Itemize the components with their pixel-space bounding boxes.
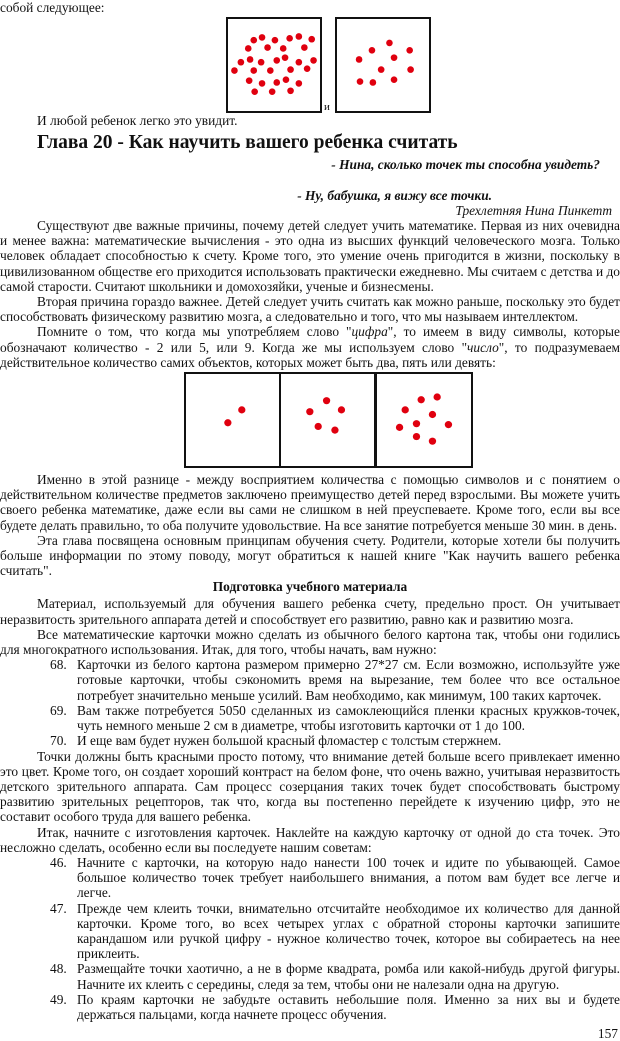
red-dot xyxy=(315,423,322,430)
section-title: Подготовка учебного материала xyxy=(212,579,408,595)
red-dot xyxy=(269,89,276,96)
red-dot xyxy=(402,406,409,413)
dot-card-few xyxy=(335,17,431,113)
red-dot xyxy=(338,406,345,413)
list-number: 46. xyxy=(50,854,67,870)
red-dot xyxy=(391,77,398,84)
text: ", то подразумеваем действительное количество самих объектов, которых может быть два, пять или девять: xyxy=(0,339,620,370)
red-dot xyxy=(356,56,363,63)
red-dot xyxy=(250,37,257,44)
list-number: 47. xyxy=(50,900,67,916)
list-item xyxy=(0,901,620,962)
red-dot xyxy=(296,33,303,40)
red-dot xyxy=(287,88,294,95)
page-number: 157 xyxy=(597,1026,618,1041)
red-dot xyxy=(323,397,330,404)
red-dot xyxy=(418,396,425,403)
red-dot xyxy=(286,35,293,42)
red-dot xyxy=(407,66,414,73)
dots-figure-two-five-nine xyxy=(0,372,620,470)
red-dot xyxy=(357,78,364,85)
red-dot xyxy=(259,80,266,87)
list-text: Начните с карточки, на которую надо нанести 100 точек и идите по убывающей. Самое большое количество точек требует наибольшего внимания, а потом вам будет все легче и легче. xyxy=(77,854,620,901)
list-number: 49. xyxy=(50,991,67,1007)
red-dot xyxy=(301,44,308,51)
list-number: 70. xyxy=(50,733,67,749)
red-dot xyxy=(308,36,315,43)
red-dot xyxy=(287,66,294,73)
tips-list xyxy=(0,855,620,1022)
epigraph-answer: - Ну, бабушка, я вижу все точки. xyxy=(297,187,492,203)
red-dot xyxy=(406,47,413,54)
list-text: Карточки из белого картона размером примерно 27*27 см. Если возможно, используйте уже готовые карточки, чтобы сэкономить время на вырезание, тем более что все остальное потребует значительно меньше усилий. Вам необходимо, как минимум, 100 таких карточек. xyxy=(77,657,620,703)
red-dot xyxy=(304,66,311,73)
red-dot xyxy=(247,56,254,63)
epigraph-question: - Нина, сколько точек ты способна увидеть? xyxy=(331,157,600,173)
paragraph: Итак, начните с изготовления карточек. Наклейте на каждую карточку от одной до ста точек. Это несложно сделать, особенно если вы последуете нашим советам: xyxy=(0,824,620,855)
red-dot xyxy=(306,408,313,415)
paragraph: Эта глава посвящена основным принципам обучения счету. Родители, которые хотели бы получить больше информации по этому поводу, могут обратиться к нашей книге "Как научить вашего ребенка считать". xyxy=(0,532,620,579)
red-dot xyxy=(433,393,440,400)
red-dot xyxy=(413,433,420,440)
list-item xyxy=(0,703,620,733)
intro-line: собой следующее: xyxy=(0,0,105,15)
paragraph: Материал, используемый для обучения вашего ребенка счету, предельно прост. Он учитывает неразвитость зрительного аппарата детей и способствует его развитию, равно как и развитию мозга. xyxy=(0,596,620,627)
red-dot xyxy=(429,411,436,418)
red-dot xyxy=(231,67,238,74)
list-number: 48. xyxy=(50,961,67,977)
list-item xyxy=(0,961,620,991)
red-dot xyxy=(250,67,257,74)
red-dot xyxy=(264,44,271,51)
red-dot xyxy=(259,34,266,41)
red-dot xyxy=(238,59,245,66)
dot-card-nine xyxy=(375,372,473,468)
list-item xyxy=(0,733,620,748)
dot-card-many xyxy=(226,17,322,113)
epigraph-author: Трехлетняя Нина Пинкетт xyxy=(455,202,612,218)
list-item xyxy=(0,855,620,901)
emphasis-number: число xyxy=(467,339,499,355)
list-text: По краям карточки не забудьте оставить небольшие поля. Именно за них вы и будете держаться пальцами, когда начнете процесс обучения. xyxy=(77,991,620,1022)
red-dot xyxy=(251,89,258,96)
red-dot xyxy=(429,438,436,445)
list-text: Прежде чем клеить точки, внимательно отсчитайте необходимое их количество для данной карточки. Кроме того, во всех четырех углах с обратной стороны карточки запишите карандашом или ручкой цифру - нужное количество точек, которое вы собираетесь на нее приклеить. xyxy=(77,900,620,962)
paragraph: Точки должны быть красными просто потому, что внимание детей больше всего привлекает именно это цвет. Кроме того, он создает хороший контраст на белом фоне, что очень важно, учитывая неразвитость детского зрительного аппарата. Сам процесс созерцания таких точек будет способствовать быстрому развитию зрительных рецепторов, так что, когда вы постепенно перейдете к изучению цифр, это не составит особого труда для вашего ребенка. xyxy=(0,748,620,825)
list-item xyxy=(0,657,620,703)
paragraph: Вторая причина гораздо важнее. Детей следует учить считать как можно раньше, поскольку это будет способствовать физическому развитию мозга, а следовательно и того, что мы называем интеллектом. xyxy=(0,294,620,325)
list-item xyxy=(0,992,620,1022)
paragraph: Существуют две важные причины, почему детей следует учить математике. Первая из них очевидна и менее важна: математические вычисления - это одна из высших функций человеческого мозга. Только человек обладает способностью к счету. Кроме того, это умение очень пригодится в жизни, поскольку в цивилизованном обществе его приходится использовать практически ежедневно. Мы считаем с детства и до самой старости. Считают школьники и домохозяйки, ученые и бизнесмены. xyxy=(0,218,620,294)
materials-list xyxy=(0,657,620,748)
red-dot xyxy=(283,77,290,84)
list-number: 69. xyxy=(50,702,67,718)
paragraph-digits-numbers xyxy=(0,324,620,370)
red-dot xyxy=(258,59,265,66)
red-dot xyxy=(296,80,303,87)
red-dot xyxy=(369,47,376,54)
red-dot xyxy=(391,55,398,62)
red-dot xyxy=(267,67,274,74)
red-dot xyxy=(224,419,231,426)
red-dot xyxy=(378,66,385,73)
red-dot xyxy=(245,45,252,52)
list-text: Вам также потребуется 5050 сделанных из самоклеющийся пленки красных кружков-точек, чуть немного меньше 2 см в диаметре, чтобы изготовить карточки от 1 до 100. xyxy=(77,702,620,734)
chapter-title: Глава 20 - Как научить вашего ребенка считать xyxy=(37,132,458,154)
red-dot xyxy=(386,40,393,47)
red-dot xyxy=(280,45,287,52)
text: ", то имеем в виду символы, которые обозначают количество - 2 или 5, или 9. Когда же мы используем слово " xyxy=(0,324,620,355)
dot-card-five xyxy=(279,372,376,468)
red-dot xyxy=(331,427,338,434)
red-dot xyxy=(272,37,279,44)
red-dot xyxy=(296,59,303,66)
red-dot xyxy=(246,78,253,85)
list-text: Размещайте точки хаотично, а не в форме квадрата, ромба или какой-нибудь другой фигуры. Начните их клеить с середины, следя за тем, чтобы они не налезали одна на другую. xyxy=(77,961,620,992)
conjunction-label: и xyxy=(324,101,330,114)
red-dot xyxy=(273,79,280,86)
red-dot xyxy=(445,421,452,428)
red-dot xyxy=(310,57,317,64)
red-dot xyxy=(282,55,289,62)
red-dot xyxy=(238,406,245,413)
list-text: И еще вам будет нужен большой красный фломастер с толстым стержнем. xyxy=(77,733,502,749)
after-figure-text: И любой ребенок легко это увидит. xyxy=(37,113,238,129)
emphasis-digit: цифра xyxy=(351,324,388,340)
text: Помните о том, что когда мы употребляем слово " xyxy=(37,324,352,340)
list-number: 68. xyxy=(50,657,67,673)
red-dot xyxy=(396,424,403,431)
paragraph: Именно в этой разнице - между восприятием количества с помощью символов и с понятием о действительном количестве предметов заключено преимущество детей перед взрослыми. Вы можете учить своего ребенка математике, даже если вы сами не слишком в ней преуспеваете. Кроме того, если вы все будете делать правильно, то оба получите удовольствие. На все занятие потребуется меньше 30 мин. в день. xyxy=(0,472,620,533)
dots-figure-comparison xyxy=(0,15,620,113)
red-dot xyxy=(413,420,420,427)
dot-card-two xyxy=(184,372,281,468)
red-dot xyxy=(370,79,377,86)
red-dot xyxy=(273,57,280,64)
paragraph: Все математические карточки можно сделать из обычного белого картона так, чтобы они годились для многократного использования. Итак, для того, чтобы начать, вам нужно: xyxy=(0,626,620,658)
